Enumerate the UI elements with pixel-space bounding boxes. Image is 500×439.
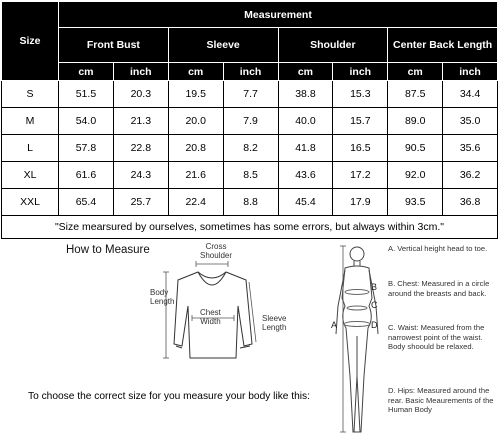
unit-header: inch bbox=[113, 63, 168, 81]
measurement-cell: 93.5 bbox=[388, 189, 443, 216]
body-letter-d: D bbox=[371, 320, 378, 330]
measurement-cell: 8.8 bbox=[223, 189, 278, 216]
measurement-cell: 17.2 bbox=[333, 162, 388, 189]
measurement-cell: 92.0 bbox=[388, 162, 443, 189]
unit-header: inch bbox=[223, 63, 278, 81]
measurement-cell: 17.9 bbox=[333, 189, 388, 216]
measurement-cell: 36.8 bbox=[443, 189, 498, 216]
measurement-cell: 54.0 bbox=[59, 108, 114, 135]
unit-header: inch bbox=[333, 63, 388, 81]
unit-header: inch bbox=[443, 63, 498, 81]
measurement-cell: 24.3 bbox=[113, 162, 168, 189]
size-cell: S bbox=[2, 81, 59, 108]
measurement-cell: 20.0 bbox=[168, 108, 223, 135]
body-letter-a: A bbox=[331, 320, 338, 330]
measurement-cell: 89.0 bbox=[388, 108, 443, 135]
measurement-cell: 21.6 bbox=[168, 162, 223, 189]
table-row bbox=[2, 81, 498, 108]
measurement-cell: 16.5 bbox=[333, 135, 388, 162]
body-letter-c: C bbox=[371, 300, 378, 310]
shoulder-header: Shoulder bbox=[278, 28, 388, 63]
measurement-cell: 61.6 bbox=[59, 162, 114, 189]
measurement-cell: 7.7 bbox=[223, 81, 278, 108]
table-row bbox=[2, 162, 498, 189]
measurement-cell: 51.5 bbox=[59, 81, 114, 108]
measurement-cell: 57.8 bbox=[59, 135, 114, 162]
instruction-text: To choose the correct size for you measure your body like this: bbox=[28, 391, 310, 402]
measurement-cell: 15.3 bbox=[333, 81, 388, 108]
measurement-cell: 38.8 bbox=[278, 81, 333, 108]
note-c: C. Waist: Measured from the narrowest point of the waist. Body shoould be relaxed. bbox=[388, 323, 485, 351]
size-cell: L bbox=[2, 135, 59, 162]
unit-header: cm bbox=[59, 63, 114, 81]
measurement-cell: 36.2 bbox=[443, 162, 498, 189]
measurement-cell: 22.4 bbox=[168, 189, 223, 216]
measurement-cell: 19.5 bbox=[168, 81, 223, 108]
note-b: B. Chest: Measured in a circle around the breasts and back. bbox=[388, 279, 490, 298]
size-chart-table bbox=[1, 1, 498, 239]
front-bust-header: Front Bust bbox=[59, 28, 169, 63]
measurement-cell: 25.7 bbox=[113, 189, 168, 216]
body-length-label: Body Length bbox=[150, 288, 175, 306]
size-cell: XL bbox=[2, 162, 59, 189]
measurement-cell: 35.6 bbox=[443, 135, 498, 162]
how-to-measure-title: How to Measure bbox=[66, 244, 150, 256]
measurement-guide bbox=[0, 236, 500, 439]
measurement-cell: 8.2 bbox=[223, 135, 278, 162]
cross-shoulder-label: Cross Shoulder bbox=[200, 242, 233, 260]
measurement-cell: 87.5 bbox=[388, 81, 443, 108]
unit-header: cm bbox=[168, 63, 223, 81]
measurement-cell: 8.5 bbox=[223, 162, 278, 189]
measurement-cell: 35.0 bbox=[443, 108, 498, 135]
chest-width-label: Chest Width bbox=[200, 308, 221, 326]
body-letter-b: B bbox=[371, 282, 378, 292]
size-note: "Size mearsured by ourselves, sometimes has some errors, but always within 3cm." bbox=[2, 216, 498, 239]
unit-header: cm bbox=[388, 63, 443, 81]
unit-header: cm bbox=[278, 63, 333, 81]
measurement-cell: 20.3 bbox=[113, 81, 168, 108]
center-back-length-header: Center Back Length bbox=[388, 28, 498, 63]
measurement-cell: 90.5 bbox=[388, 135, 443, 162]
measurement-cell: 43.6 bbox=[278, 162, 333, 189]
measurement-cell: 45.4 bbox=[278, 189, 333, 216]
measurement-cell: 40.0 bbox=[278, 108, 333, 135]
measurement-cell: 15.7 bbox=[333, 108, 388, 135]
measurement-cell: 20.8 bbox=[168, 135, 223, 162]
sleeve-length-label: Sleeve Length bbox=[262, 314, 287, 332]
measurement-cell: 34.4 bbox=[443, 81, 498, 108]
size-cell: M bbox=[2, 108, 59, 135]
note-a: A. Vertical height head to toe. bbox=[388, 244, 488, 253]
measurement-cell: 65.4 bbox=[59, 189, 114, 216]
table-row bbox=[2, 135, 498, 162]
measurement-cell: 21.3 bbox=[113, 108, 168, 135]
size-cell: XXL bbox=[2, 189, 59, 216]
measurement-cell: 7.9 bbox=[223, 108, 278, 135]
measurement-cell: 22.8 bbox=[113, 135, 168, 162]
table-row bbox=[2, 189, 498, 216]
measurement-header: Measurement bbox=[59, 2, 498, 28]
note-d: D. Hips: Measured around the rear. Basic Meaurements of the Human Body bbox=[388, 386, 494, 414]
sleeve-header: Sleeve bbox=[168, 28, 278, 63]
table-row bbox=[2, 108, 498, 135]
size-column-header: Size bbox=[2, 2, 59, 81]
measurement-cell: 41.8 bbox=[278, 135, 333, 162]
